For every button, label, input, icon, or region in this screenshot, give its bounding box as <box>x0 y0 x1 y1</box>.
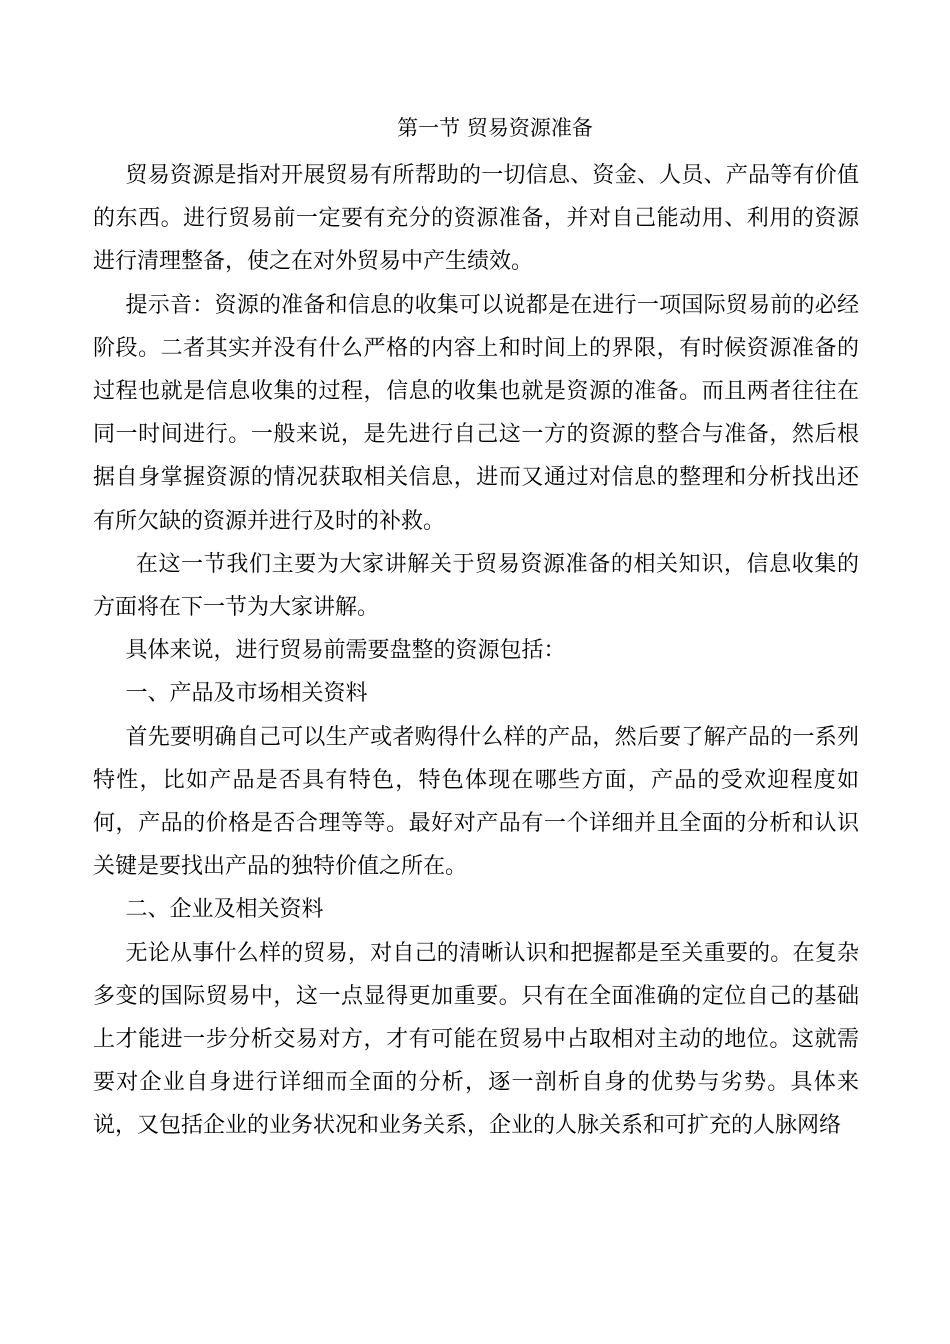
paragraph-section-intro: 在这一节我们主要为大家讲解关于贸易资源准备的相关知识，信息收集的方面将在下一节为大家讲解。 <box>93 551 859 621</box>
paragraph-enterprise: 无论从事什么样的贸易，对自己的清晰认识和把握都是至关重要的。在复杂多变的国际贸易中，这一点显得更加重要。只有在全面准确的定位自己的基础上才能进一步分析交易对方，才有可能在贸易中占取相对主动的地位。这就需要对企业自身进行详细而全面的分析，逐一剖析自身的优势与劣势。具体来说，又包括企业的业务状况和业务关系，企业的人脉关系和可扩充的人脉网络 <box>93 940 859 1139</box>
heading-product-market: 一、产品及市场相关资料 <box>125 681 368 707</box>
paragraph-resource-list-intro: 具体来说，进行贸易前需要盘整的资源包括： <box>125 638 566 664</box>
document-body <box>93 154 859 1148</box>
paragraph-tip: 提示音：资源的准备和信息的收集可以说都是在进行一项国际贸易前的必经阶段。二者其实并没有什么严格的内容上和时间上的界限，有时候资源准备的过程也就是信息收集的过程，信息的收集也就是资源的准备。而且两者往往在同一时间进行。一般来说，是先进行自己这一方的资源的整合与准备，然后根据自身掌握资源的情况获取相关信息，进而又通过对信息的整理和分析找出还有所欠缺的资源并进行及时的补救。 <box>93 292 859 534</box>
heading-enterprise: 二、企业及相关资料 <box>125 897 324 923</box>
paragraph-product: 首先要明确自己可以生产或者购得什么样的产品，然后要了解产品的一系列特性，比如产品是否具有特色，特色体现在哪些方面，产品的受欢迎程度如何，产品的价格是否合理等等。最好对产品有一个详细并且全面的分析和认识关键是要找出产品的独特价值之所在。 <box>93 724 859 880</box>
paragraph-definition: 贸易资源是指对开展贸易有所帮助的一切信息、资金、人员、产品等有价值的东西。进行贸易前一定要有充分的资源准备，并对自己能动用、利用的资源进行清理整备，使之在对外贸易中产生绩效。 <box>93 163 859 275</box>
section-title: 第一节 贸易资源准备 <box>397 116 593 140</box>
